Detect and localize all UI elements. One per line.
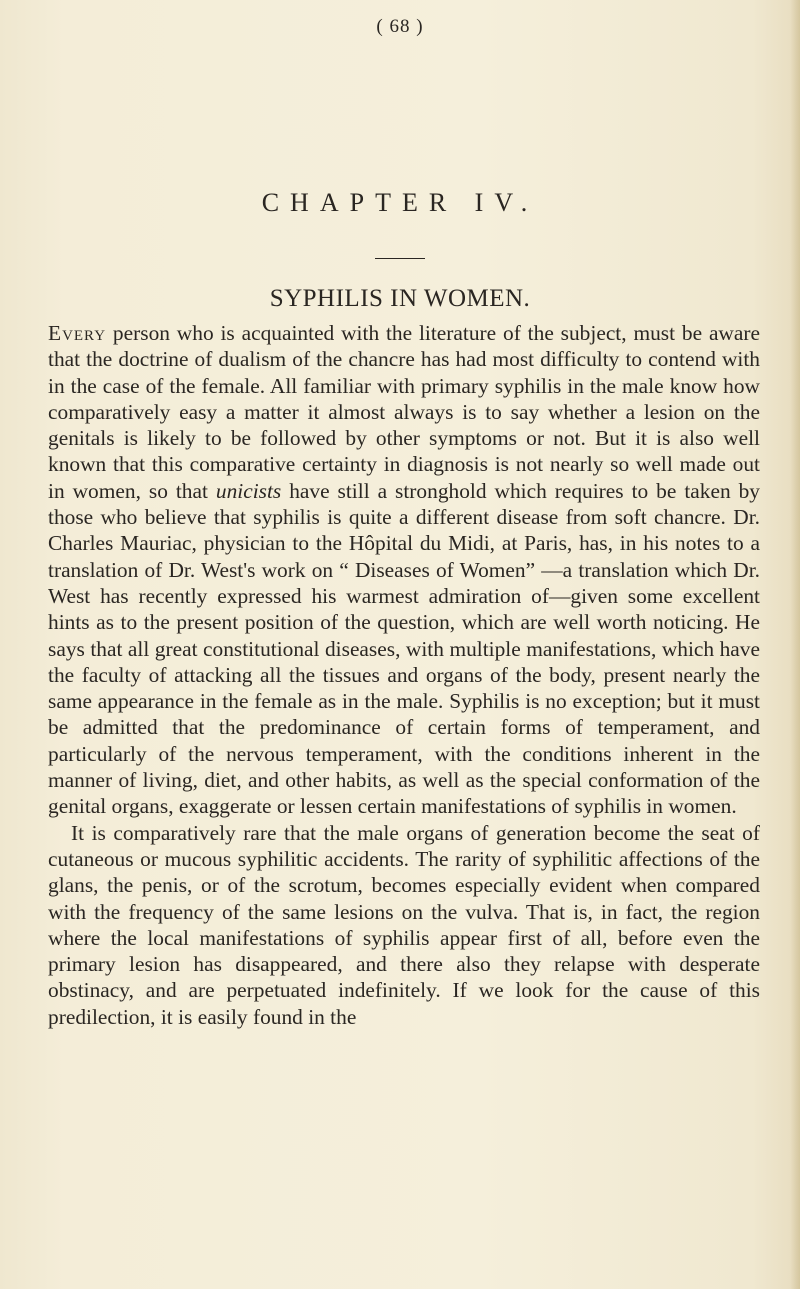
paragraph-1-text-b: have still a stronghold which requires to be taken by those who believe that syphilis is quite a different disease from soft chancre. Dr. Charles Mauriac, physician to the Hôpital du Midi, at Paris, has, in his notes to a translation of Dr. West's work on “ Diseases of Women” —a translation which Dr. West has recently expressed his warmest admiration of—given some excellent hints as to the present position of the question, which are well worth noticing. He says that all great constitutional diseases, with multiple manifestations, which have the faculty of attacking all the tissues and organs of the body, present nearly the same appearance in the female as in the male. Syphilis is no exception; but it must be admitted that the predominance of certain forms of temperament, and particularly of the nervous temperament, with the conditions inherent in the manner of living, diet, and other habits, as well as the special conformation of the genital organs, exaggerate or lessen certain manifestations of syphilis in women. (48, 478, 760, 819)
paragraph-1 (48, 320, 760, 820)
chapter-heading: CHAPTER IV. (261, 188, 539, 217)
page-number: ( 68 ) (376, 16, 424, 37)
paragraph-1-text-a: person who is acquainted with the literature of the subject, must be aware that the doctrine of dualism of the chancre has had most difficulty to contend with in the case of the female. All familiar with primary syphilis in the male know how comparatively easy a matter it almost always is to say whether a lesion on the genitals is likely to be followed by other symptoms or not. But it is also well known that this comparative certainty in diagnosis is not nearly so well made out in women, so that (48, 321, 760, 503)
paragraph-2: It is comparatively rare that the male organs of generation become the seat of cutaneous or mucous syphilitic accidents. The rarity of syphilitic affections of the glans, the penis, or of the scrotum, becomes especially evident when compared with the frequency of the same lesions on the vulva. That is, in fact, the region where the local manifestations of syphilis appear first of all, before even the primary lesion has disappeared, and there also they relapse with desperate obstinacy, and are perpetuated indefinitely. If we look for the cause of this predilection, it is easily found in the (48, 820, 760, 1029)
heading-divider (375, 258, 425, 259)
body-text (48, 320, 760, 1030)
paragraph-1-emphasis: unicists (215, 478, 282, 503)
section-title: SYPHILIS IN WOMEN. (269, 285, 531, 312)
paragraph-lead-word: Every (48, 321, 107, 345)
